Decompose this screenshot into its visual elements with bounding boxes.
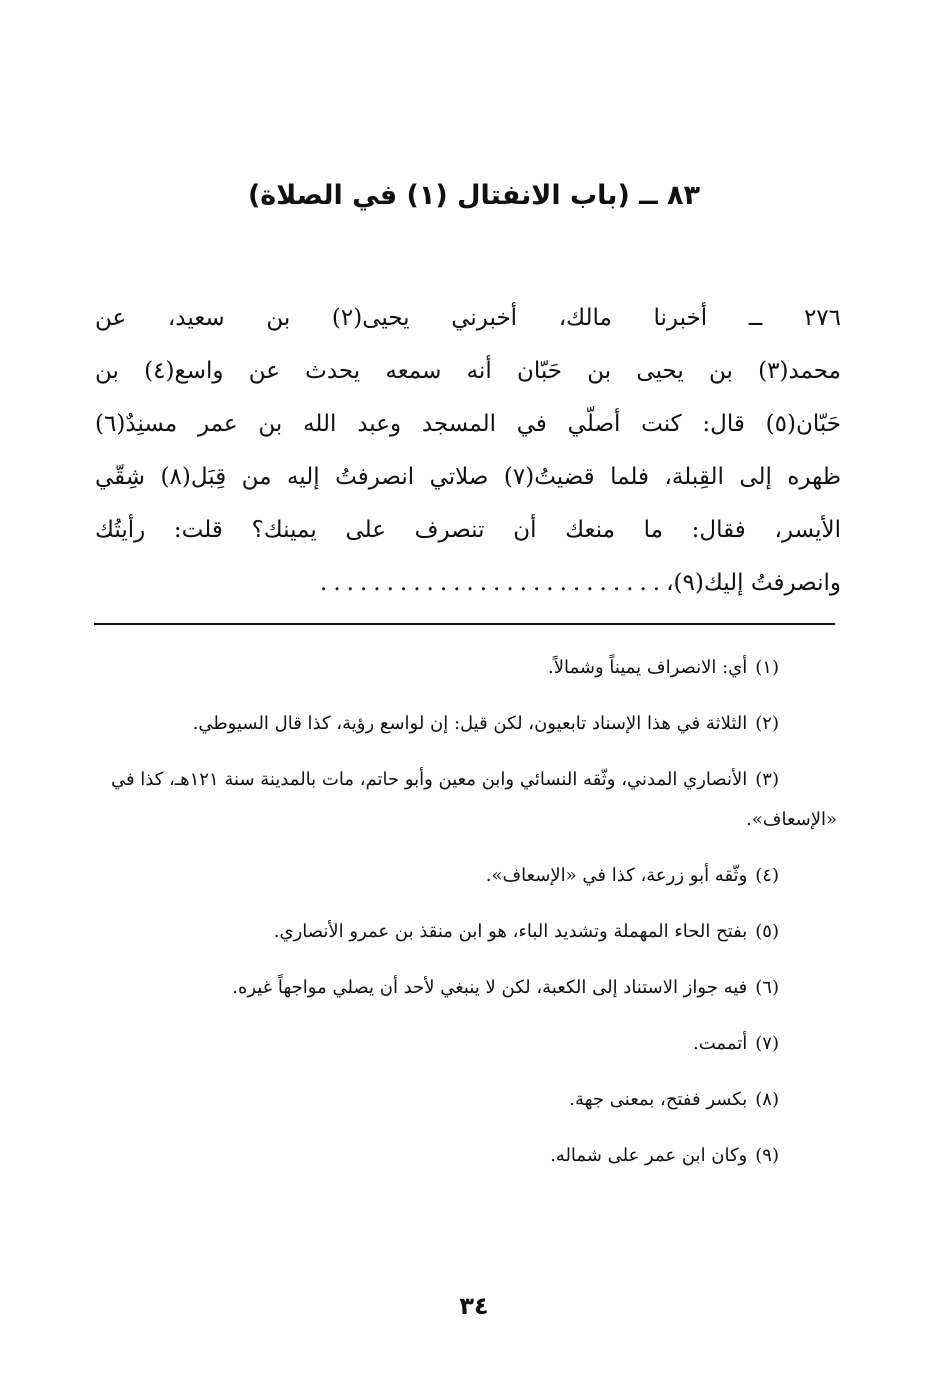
footnote-number: (٦) (755, 977, 779, 998)
footnote-text: بكسر ففتح، بمعنى جهة. (569, 1089, 748, 1110)
continuation-dots: .......................... (320, 570, 667, 596)
body-line-1: ٢٧٦ ــ أخبرنا مالك، أخبرني يحيى(٢) بن سعيد، عن (95, 305, 841, 331)
footnote-number: (٤) (755, 865, 779, 886)
footnote-text: الأنصاري المدني، وثّقه النسائي وابن معين وأبو حاتم، مات بالمدينة سنة ١٢١هـ، كذا في «الإسعاف». (110, 769, 837, 830)
footnote-number: (٣) (755, 769, 779, 790)
page-number: ٣٤ (459, 1292, 489, 1320)
body-line-4: ظهره إلى القِبلة، فلما قضيتُ(٧) صلاتي انصرفتُ إليه من قِبَل(٨) شِقّي (95, 464, 841, 490)
footnote-4 (95, 856, 837, 896)
footnote-text: فيه جواز الاستناد إلى الكعبة، لكن لا ينبغي لأحد أن يصلي مواجهاً غيره. (232, 977, 748, 998)
footnote-text: أتممت. (693, 1033, 748, 1054)
footnotes (95, 648, 837, 1192)
footnote-text: بفتح الحاء المهملة وتشديد الباء، هو ابن منقذ بن عمرو الأنصاري. (273, 921, 748, 942)
footnote-text: أي: الانصراف يميناً وشمالاً. (548, 657, 748, 678)
footnote-9 (95, 1136, 837, 1176)
body-line-6-text: وانصرفتُ إليك(٩)، (666, 570, 841, 596)
footnote-text: وكان ابن عمر على شماله. (550, 1145, 748, 1166)
footnote-number: (٩) (755, 1145, 779, 1166)
footnote-number: (٨) (755, 1089, 779, 1110)
body-line-3: حَبّان(٥) قال: كنت أصلّي في المسجد وعبد الله بن عمر مسنِدٌ(٦) (95, 411, 841, 437)
footnote-number: (٥) (755, 921, 779, 942)
footnote-6 (95, 968, 837, 1008)
hadith-text (95, 292, 841, 610)
footnote-8 (95, 1080, 837, 1120)
body-line-5: الأيسر، فقال: ما منعك أن تنصرف على يمينك؟ قلت: رأيتُك (95, 517, 841, 543)
footnote-text: وثّقه أبو زرعة، كذا في «الإسعاف». (485, 865, 748, 886)
footnote-3 (95, 760, 837, 840)
footnote-7 (95, 1024, 837, 1064)
chapter-title: ٨٣ ــ (باب الانفتال (١) في الصلاة) (247, 180, 701, 211)
footnote-1 (95, 648, 837, 688)
footnote-5 (95, 912, 837, 952)
footnote-2 (95, 704, 837, 744)
footnote-number: (٢) (755, 713, 779, 734)
body-line-2: محمد(٣) بن يحيى بن حَبّان أنه سمعه يحدث عن واسع(٤) بن (95, 358, 841, 384)
footnote-divider (94, 623, 835, 625)
footnote-number: (٧) (755, 1033, 779, 1054)
footnote-number: (١) (755, 657, 779, 678)
footnote-text: الثلاثة في هذا الإسناد تابعيون، لكن قيل: إن لواسع رؤية، كذا قال السيوطي. (192, 713, 748, 734)
body-line-6 (95, 557, 841, 610)
